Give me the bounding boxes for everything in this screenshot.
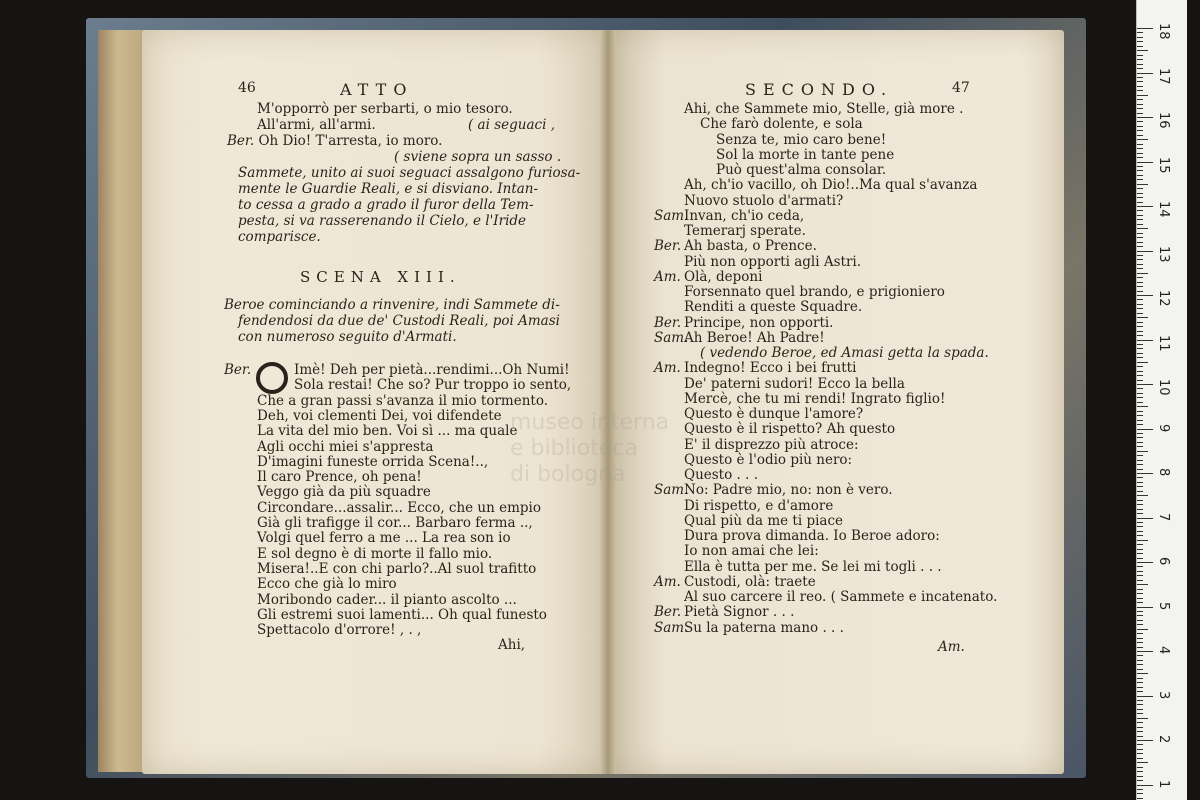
ruler-tick [1137,251,1153,252]
ruler-tick [1137,108,1143,109]
ruler-tick [1137,486,1143,487]
verse-text: Olà, deponi [684,268,763,285]
verse-text: Invan, ch'io ceda, [684,207,805,224]
ruler-tick [1137,264,1143,265]
verse-line [654,483,893,499]
verse-line: Temerarj sperate. [684,223,806,239]
ruler-tick [1137,442,1143,443]
stage-direction-line: to cessa a grado a grado il furor della Tem- [238,197,534,213]
verse-line: Senza te, mio caro bene! [716,131,887,148]
ruler-tick [1137,277,1143,278]
verse-line: Circondare...assalir... Ecco, che un empio [257,499,541,516]
ruler-tick [1137,99,1143,100]
ruler-tick [1137,50,1148,51]
verse-line: Qual più da me ti piace [684,512,844,529]
watermark-text: museo interna e biblioteca di bologna [510,410,670,487]
ruler-tick [1137,451,1148,452]
ruler-tick [1137,362,1148,363]
ruler-tick [1137,469,1143,470]
ruler-tick [1137,357,1143,358]
ruler-tick [1137,117,1153,118]
ruler-tick [1137,682,1143,683]
verse-text: Ah basta, o Prence. [684,238,817,255]
verse-line: ( vedendo Beroe, ed Amasi getta la spada. [700,345,989,361]
right-running-head: SECONDO. [745,80,894,99]
ruler-tick [1137,669,1143,670]
ruler-tick [1137,455,1143,456]
ruler-number: 2 [1156,735,1171,744]
verse-line [227,134,442,150]
ruler-tick [1137,375,1143,376]
speaker-label: Am. [654,268,681,285]
verse-line [654,331,825,347]
verse-line: Spettacolo d'orrore! , . , [257,622,422,639]
ruler-tick [1137,513,1143,514]
ruler-tick [1137,607,1153,608]
ruler-tick [1137,647,1143,648]
ruler-tick [1137,184,1148,185]
scene-description-line: con numeroso seguito d'Armati. [238,329,457,345]
verse-line: Questo è il rispetto? Ah questo [684,421,896,438]
ruler-tick [1137,73,1153,74]
ruler-tick [1137,210,1143,211]
ruler-tick [1137,704,1143,705]
ruler-number: 8 [1156,468,1171,477]
verse-line [654,270,762,286]
scene-title: SCENA XIII. [300,268,461,286]
verse-text: Indegno! Ecco i bei frutti [684,360,857,377]
ruler-tick [1137,46,1143,47]
ruler-number: 13 [1156,245,1171,263]
ruler-tick [1137,655,1143,656]
speaker-label: Ber. [654,238,682,255]
stage-direction-line: pesta, si va rasserenando il Cielo, e l'Iride [238,213,527,229]
verse-line: Nuovo stuolo d'armati? [684,192,844,209]
verse-text: Custodi, olà: traete [684,573,816,590]
ruler-number: 15 [1156,156,1171,174]
ruler-tick [1137,366,1143,367]
left-page-number: 46 [238,80,256,96]
stage-direction-line: comparisce. [238,229,321,245]
scene-description-line: fendendosi da due de' Custodi Reali, poi Amasi [238,313,560,329]
verse-line: Ahi, che Sammete mio, Stelle, già more . [684,101,964,117]
verse-line [654,316,833,332]
right-page-number: 47 [952,80,970,96]
verse-line: Ecco che già lo miro [257,576,397,593]
ruler-tick [1137,504,1143,505]
verse-line: Questo . . . [684,467,758,483]
verse-line: De' paterni sudori! Ecco la bella [684,375,905,392]
ruler-tick [1137,433,1143,434]
ruler-tick [1137,144,1143,145]
verse-line: Che farò dolente, e sola [700,116,863,133]
speaker-label: Am. [654,360,681,377]
ruler-tick [1137,518,1153,519]
verse-line: D'imagini funeste orrida Scena!.., [257,453,489,470]
ruler-tick [1137,402,1143,403]
ruler-tick [1137,460,1143,461]
scene-description-line: Beroe cominciando a rinvenire, indi Sammete di- [224,297,560,313]
verse-line: Dura prova dimanda. Io Beroe adoro: [684,528,940,544]
ruler-tick [1137,638,1143,639]
ruler-tick [1137,615,1143,616]
ruler-tick [1137,335,1143,336]
verse-line: Che a gran passi s'avanza il mio tormento. [257,392,549,409]
verse-line: Già gli trafigge il cor... Barbaro ferma .., [257,515,533,531]
verse-line: Forsennato quel brando, e prigioniero [684,284,945,300]
ruler-tick [1137,678,1143,679]
ruler-tick [1137,55,1143,56]
verse-line: La vita del mio ben. Voi sì ... ma quale [257,423,518,440]
ruler-tick [1137,59,1143,60]
speaker-label: Ber. [654,314,682,331]
ruler-tick [1137,340,1153,341]
verse-line: Mercè, che tu mi rendi! Ingrato figlio! [684,390,946,407]
ruler-tick [1137,553,1143,554]
ruler-tick [1137,500,1143,501]
ruler-tick [1137,566,1143,567]
ruler-tick [1137,242,1143,243]
ruler-number: 10 [1156,379,1171,396]
ruler-tick [1137,673,1148,674]
page-edges [98,30,148,772]
ruler-number: 12 [1156,290,1171,307]
ruler-tick [1137,104,1143,105]
ruler-tick [1137,464,1143,465]
ruler-tick [1137,299,1143,300]
ruler-tick [1137,397,1143,398]
ruler-tick [1137,544,1143,545]
ruler-tick [1137,477,1143,478]
ruler-tick [1137,233,1143,234]
speaker-label: Ber. [227,133,255,149]
ruler-tick [1137,113,1143,114]
ruler-tick [1137,153,1143,154]
ruler-tick [1137,295,1153,296]
ruler-tick [1137,148,1143,149]
ruler-tick [1137,348,1143,349]
book-gutter [600,30,616,774]
ruler-tick [1137,660,1143,661]
speaker-label: Ber. [224,362,252,378]
ruler-tick [1137,785,1153,786]
ruler-tick [1137,193,1143,194]
ruler-tick [1137,77,1143,78]
ruler-tick [1137,162,1153,163]
ruler-tick [1137,580,1143,581]
ruler-tick [1137,411,1143,412]
verse-line: Al suo carcere il reo. ( Sammete e incatenato. [684,589,998,605]
verse-text: Pietà Signor . . . [684,604,795,621]
ruler-tick [1137,509,1143,510]
verse-line [654,621,844,637]
ruler-tick [1137,344,1143,345]
ruler-tick [1137,215,1143,216]
verse-line: Ah, ch'io vacillo, oh Dio!..Ma qual s'avanza [684,177,978,194]
ruler-tick [1137,420,1143,421]
ruler-tick [1137,388,1143,389]
ruler-tick [1137,326,1143,327]
ruler-tick [1137,473,1153,474]
ruler-tick [1137,664,1143,665]
verse-line: Moribondo cader... il pianto ascolto ... [257,591,517,608]
verse-line: Io non amai che lei: [684,543,819,560]
ruler-number: 17 [1156,67,1171,85]
ruler-tick [1137,219,1143,220]
ruler-tick [1137,437,1143,438]
ruler-tick [1137,86,1143,87]
verse-line [654,239,817,255]
verse-line [654,605,794,621]
ruler-number: 5 [1156,601,1171,610]
ruler-tick [1137,629,1148,630]
verse-line: Di rispetto, e d'amore [684,497,834,514]
ruler-tick [1137,793,1143,794]
ruler-tick [1137,206,1153,207]
ruler-tick [1137,157,1143,158]
ruler-tick [1137,304,1143,305]
verse-line: Questo è l'odio più nero: [684,451,853,468]
verse-line: Volgi quel ferro a me ... La rea son io [257,530,511,547]
ruler-tick [1137,491,1143,492]
ruler-tick [1137,593,1143,594]
ruler-tick [1137,415,1143,416]
ruler-tick [1137,237,1143,238]
ruler-tick [1137,90,1143,91]
ruler-tick [1137,68,1143,69]
verse-text: No: Padre mio, no: non è vero. [684,482,893,499]
drop-cap-ornament [256,362,288,394]
stage-aside: ( ai seguaci , [468,117,555,133]
ruler-tick [1137,406,1148,407]
ruler-tick [1137,762,1148,763]
ruler-tick [1137,188,1143,189]
ruler-tick [1137,753,1143,754]
stage-direction-line: Sammete, unito ai suoi seguaci assalgono furiosa- [238,165,581,181]
ruler-tick [1137,384,1153,385]
speaker-label: Sam. [654,619,689,636]
ruler-tick [1137,722,1143,723]
ruler-tick [1137,353,1143,354]
speaker-label: Am. [654,573,681,590]
ruler-tick [1137,135,1143,136]
ruler-tick [1137,393,1143,394]
ruler-tick [1137,562,1153,563]
ruler-tick [1137,166,1143,167]
ruler-number: 18 [1156,23,1171,40]
ruler-tick [1137,64,1143,65]
ruler-tick [1137,197,1143,198]
ruler-tick [1137,482,1143,483]
verse-line: Può quest'alma consolar. [716,162,887,178]
ruler-tick [1137,771,1143,772]
verse-line: Misera!..E con chi parlo?..Al suol trafitto [257,560,537,577]
ruler-tick [1137,602,1143,603]
ruler-tick [1137,268,1143,269]
ruler-number: 6 [1156,557,1171,566]
ruler-tick [1137,446,1143,447]
verse-line: Sol la morte in tante pene [716,146,895,163]
ruler-tick [1137,691,1143,692]
ruler-tick [1137,687,1143,688]
verse-line: Agli occhi miei s'appresta [257,438,434,455]
verse-line: Gli estremi suoi lamenti... Oh qual funesto [257,606,547,623]
ruler-tick [1137,179,1143,180]
ruler-tick [1137,718,1148,719]
ruler-tick [1137,749,1143,750]
verse-line [654,575,816,591]
ruler-tick [1137,273,1148,274]
ruler-tick [1137,282,1143,283]
stage-direction-line: mente le Guardie Reali, e si disviano. Intan- [238,181,539,197]
ruler-tick [1137,308,1143,309]
ruler-tick [1137,642,1143,643]
left-running-head: ATTO [340,80,414,99]
ruler-tick [1137,259,1143,260]
verse-line: Sola restai! Che so? Pur troppo io sento, [294,377,572,394]
ruler-number: 7 [1156,512,1171,521]
ruler-tick [1137,624,1143,625]
ruler-tick [1137,740,1153,741]
ruler-tick [1137,758,1143,759]
verse-line: M'opporrò per serbarti, o mio tesoro. [257,101,513,117]
speaker-label: Ber. [654,604,682,621]
verse-line: E sol degno è di morte il fallo mio. [257,545,493,562]
verse-line [654,361,856,377]
ruler-number: 11 [1156,334,1171,352]
verse-line: Deh, voi clementi Dei, voi difendete [257,407,502,424]
catchword: Am. [938,639,965,655]
ruler-tick [1137,139,1148,140]
verse-line: Il caro Prence, oh pena! [257,469,422,486]
ruler-number: 14 [1156,201,1171,218]
ruler-tick [1137,767,1143,768]
verse-text: Su la paterna mano . . . [684,619,844,636]
ruler-tick [1137,32,1143,33]
ruler-number: 9 [1156,423,1171,432]
ruler-tick [1137,255,1143,256]
ruler-tick [1137,798,1143,799]
ruler-tick [1137,331,1143,332]
verse-line: All'armi, all'armi. [257,117,376,133]
ruler-tick [1137,95,1148,96]
verse-line: Più non opporti agli Astri. [684,253,862,270]
verse-line: Imè! Deh per pietà...rendimi...Oh Numi! [294,362,570,378]
ruler-tick [1137,130,1143,131]
ruler-tick [1137,246,1143,247]
ruler-tick [1137,633,1143,634]
ruler-tick [1137,709,1143,710]
verse-line [654,209,804,225]
speaker-label: Sam. [654,207,689,224]
ruler-tick [1137,736,1143,737]
ruler-tick [1137,429,1153,430]
ruler-tick [1137,789,1143,790]
ruler-number: 16 [1156,112,1171,129]
ruler-tick [1137,202,1143,203]
ruler-tick [1137,575,1143,576]
ruler-tick [1137,727,1143,728]
catchword: Ahi, [498,637,526,653]
ruler-tick [1137,571,1143,572]
ruler-tick [1137,598,1143,599]
verse-text: Oh Dio! T'arresta, io moro. [258,133,443,149]
ruler-tick [1137,371,1143,372]
ruler-tick [1137,81,1143,82]
ruler-tick [1137,291,1143,292]
ruler-tick [1137,744,1143,745]
verse-line: Questo è dunque l'amore? [684,406,864,422]
measurement-ruler [1136,0,1187,800]
ruler-tick [1137,495,1148,496]
ruler-tick [1137,549,1143,550]
ruler-tick [1137,731,1143,732]
ruler-tick [1137,175,1143,176]
ruler-tick [1137,526,1143,527]
verse-line: E' il disprezzo più atroce: [684,436,859,453]
speaker-label: Sam. [654,482,689,499]
ruler-tick [1137,558,1143,559]
ruler-tick [1137,696,1153,697]
ruler-tick [1137,37,1143,38]
ruler-tick [1137,322,1143,323]
ruler-tick [1137,620,1143,621]
speaker-label: Sam. [654,329,689,346]
ruler-tick [1137,41,1143,42]
verse-text: Ah Beroe! Ah Padre! [684,329,825,346]
ruler-tick [1137,224,1143,225]
ruler-tick [1137,380,1143,381]
ruler-tick [1137,286,1143,287]
ruler-tick [1137,651,1153,652]
ruler-number: 4 [1156,646,1171,655]
ruler-tick [1137,780,1143,781]
ruler-tick [1137,228,1148,229]
verse-text: Principe, non opporti. [684,314,834,331]
ruler-tick [1137,531,1143,532]
ruler-tick [1137,713,1143,714]
ruler-tick [1137,28,1153,29]
ruler-tick [1137,317,1148,318]
ruler-tick [1137,313,1143,314]
ruler-tick [1137,776,1143,777]
ruler-tick [1137,540,1148,541]
ruler-tick [1137,126,1143,127]
ruler-tick [1137,424,1143,425]
ruler-tick [1137,522,1143,523]
ruler-tick [1137,170,1143,171]
stage-direction: ( sviene sopra un sasso . [394,149,562,165]
ruler-number: 1 [1156,779,1171,788]
verse-line: Renditi a queste Squadre. [684,299,863,316]
verse-line: Ella è tutta per me. Se lei mi togli . . . [684,558,942,575]
ruler-tick [1137,584,1148,585]
ruler-tick [1137,611,1143,612]
ruler-number: 3 [1156,690,1171,699]
ruler-tick [1137,589,1143,590]
verse-line: Veggo già da più squadre [257,484,431,501]
ruler-tick [1137,700,1143,701]
ruler-tick [1137,535,1143,536]
ruler-tick [1137,121,1143,122]
